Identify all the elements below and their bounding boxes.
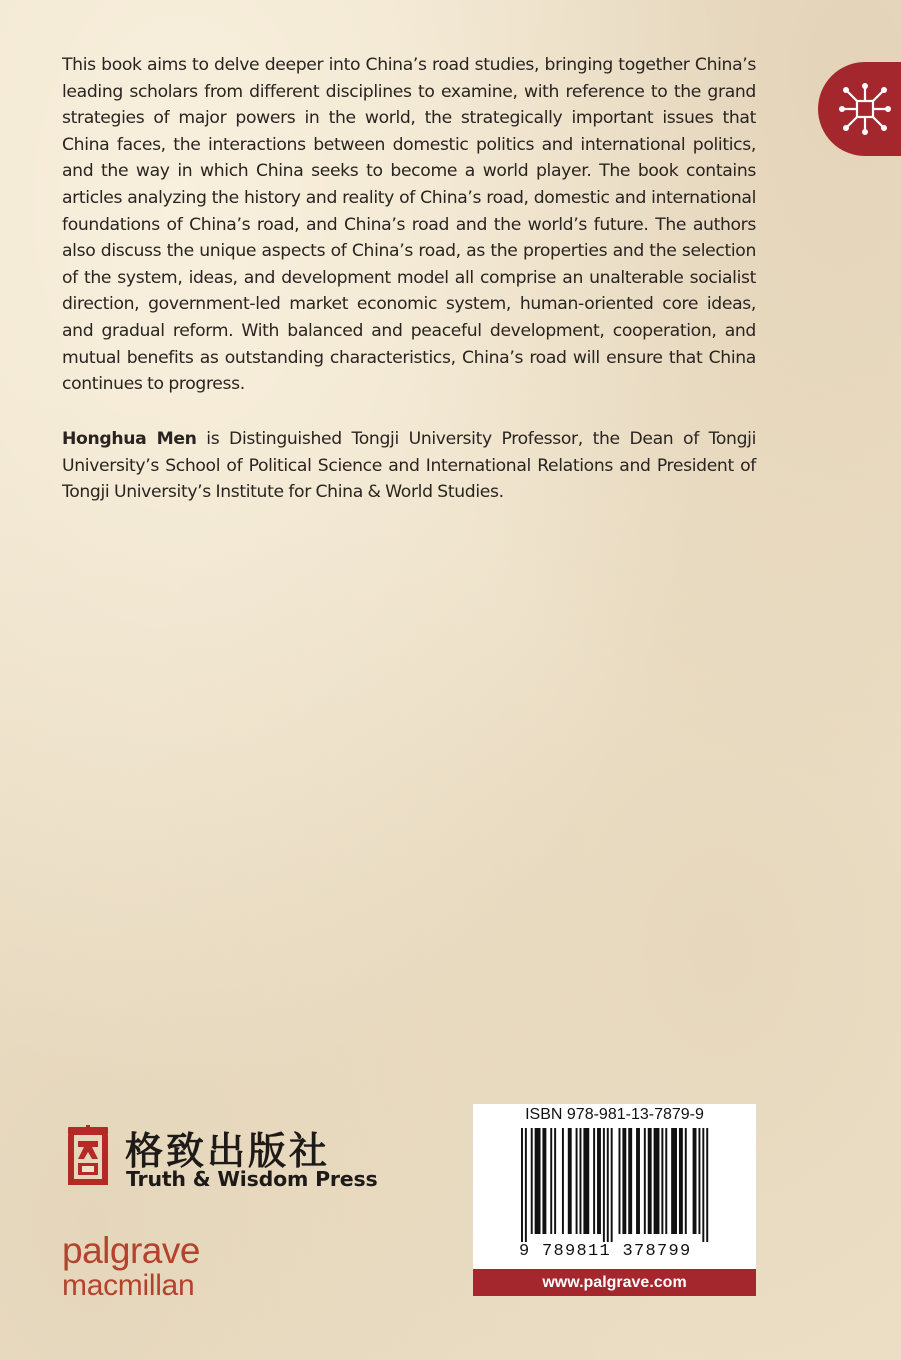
palgrave-logo xyxy=(62,1232,200,1301)
barcode-bar xyxy=(593,1128,595,1234)
author-name: Honghua Men xyxy=(62,429,197,449)
author-bio xyxy=(62,426,756,506)
publisher-website: www.palgrave.com xyxy=(473,1269,756,1296)
barcode-bar xyxy=(531,1128,533,1234)
barcode-bar xyxy=(607,1128,609,1242)
macmillan-wordmark: macmillan xyxy=(62,1269,195,1302)
barcode-bar xyxy=(654,1128,660,1234)
barcode-bar xyxy=(693,1128,697,1234)
barcode-bar xyxy=(644,1128,646,1234)
barcode-bar xyxy=(597,1128,601,1234)
barcode-bar xyxy=(628,1128,632,1234)
barcode-digits: 9 789811 378799 xyxy=(519,1242,692,1261)
barcode-bar xyxy=(525,1128,527,1242)
seal-stamp-icon xyxy=(64,1125,112,1187)
barcode-bar xyxy=(661,1128,663,1234)
barcode-bar xyxy=(636,1128,640,1234)
circuit-node-icon xyxy=(838,82,892,136)
barcode-bar xyxy=(542,1128,546,1234)
barcode-bar xyxy=(619,1128,621,1234)
isbn-barcode-panel xyxy=(473,1104,756,1296)
barcode-bar xyxy=(702,1128,704,1242)
book-description: This book aims to delve deeper into China’s road studies, bringing together China’s leading scholars from different disciplines to examine, with reference to the grand strategies of major powers in the world, the strategically important issues that China faces, the interactions between domestic politics and international politics, and the way in which China seeks to become a world player. The book contains articles analyzing the history and reality of China’s road, domestic and international foundations of China’s road, and China’s road and the world’s future. The authors also discuss the unique aspects of China’s road, as the properties and the selection of the system, ideas, and development model all comprise an unalterable socialist direction, government-led market economic system, human-oriented core ideas, and gradual reform. With balanced and peaceful development, cooperation, and mutual benefits as outstanding characteristics, China’s road will ensure that China continues to progress. xyxy=(62,55,756,395)
barcode-bar xyxy=(554,1128,556,1234)
palgrave-wordmark: palgrave xyxy=(62,1230,200,1271)
barcode-bar xyxy=(611,1128,613,1242)
barcode-bar xyxy=(576,1128,578,1234)
barcode-bars xyxy=(519,1128,709,1242)
barcode-bar xyxy=(568,1128,572,1234)
barcode-bar xyxy=(603,1128,605,1242)
barcode-bar xyxy=(648,1128,652,1234)
barcode-bar xyxy=(665,1128,667,1234)
barcode-bar xyxy=(706,1128,708,1242)
barcode-bar xyxy=(535,1128,541,1234)
barcode-bar xyxy=(622,1128,626,1234)
barcode-bar xyxy=(562,1128,564,1234)
barcode-bar xyxy=(583,1128,589,1234)
barcode-bar xyxy=(685,1128,687,1234)
author-bio-text: is Distinguished Tongji University Professor, the Dean of Tongji University’s School of Political Science and International Relations and President of Tongji University’s Institute for China & World Studies. xyxy=(62,429,756,503)
publisher-name-chinese: 格致出版社 xyxy=(125,1128,331,1173)
series-badge xyxy=(818,62,901,156)
barcode-bar xyxy=(679,1128,683,1234)
barcode-bar xyxy=(671,1128,677,1234)
barcode-bar xyxy=(698,1128,700,1234)
publisher-name-english: Truth & Wisdom Press xyxy=(126,1167,378,1191)
barcode-bar xyxy=(521,1128,523,1242)
barcode-bar xyxy=(550,1128,552,1234)
barcode-bar xyxy=(580,1128,582,1234)
isbn-number: ISBN 978-981-13-7879-9 xyxy=(525,1106,704,1123)
